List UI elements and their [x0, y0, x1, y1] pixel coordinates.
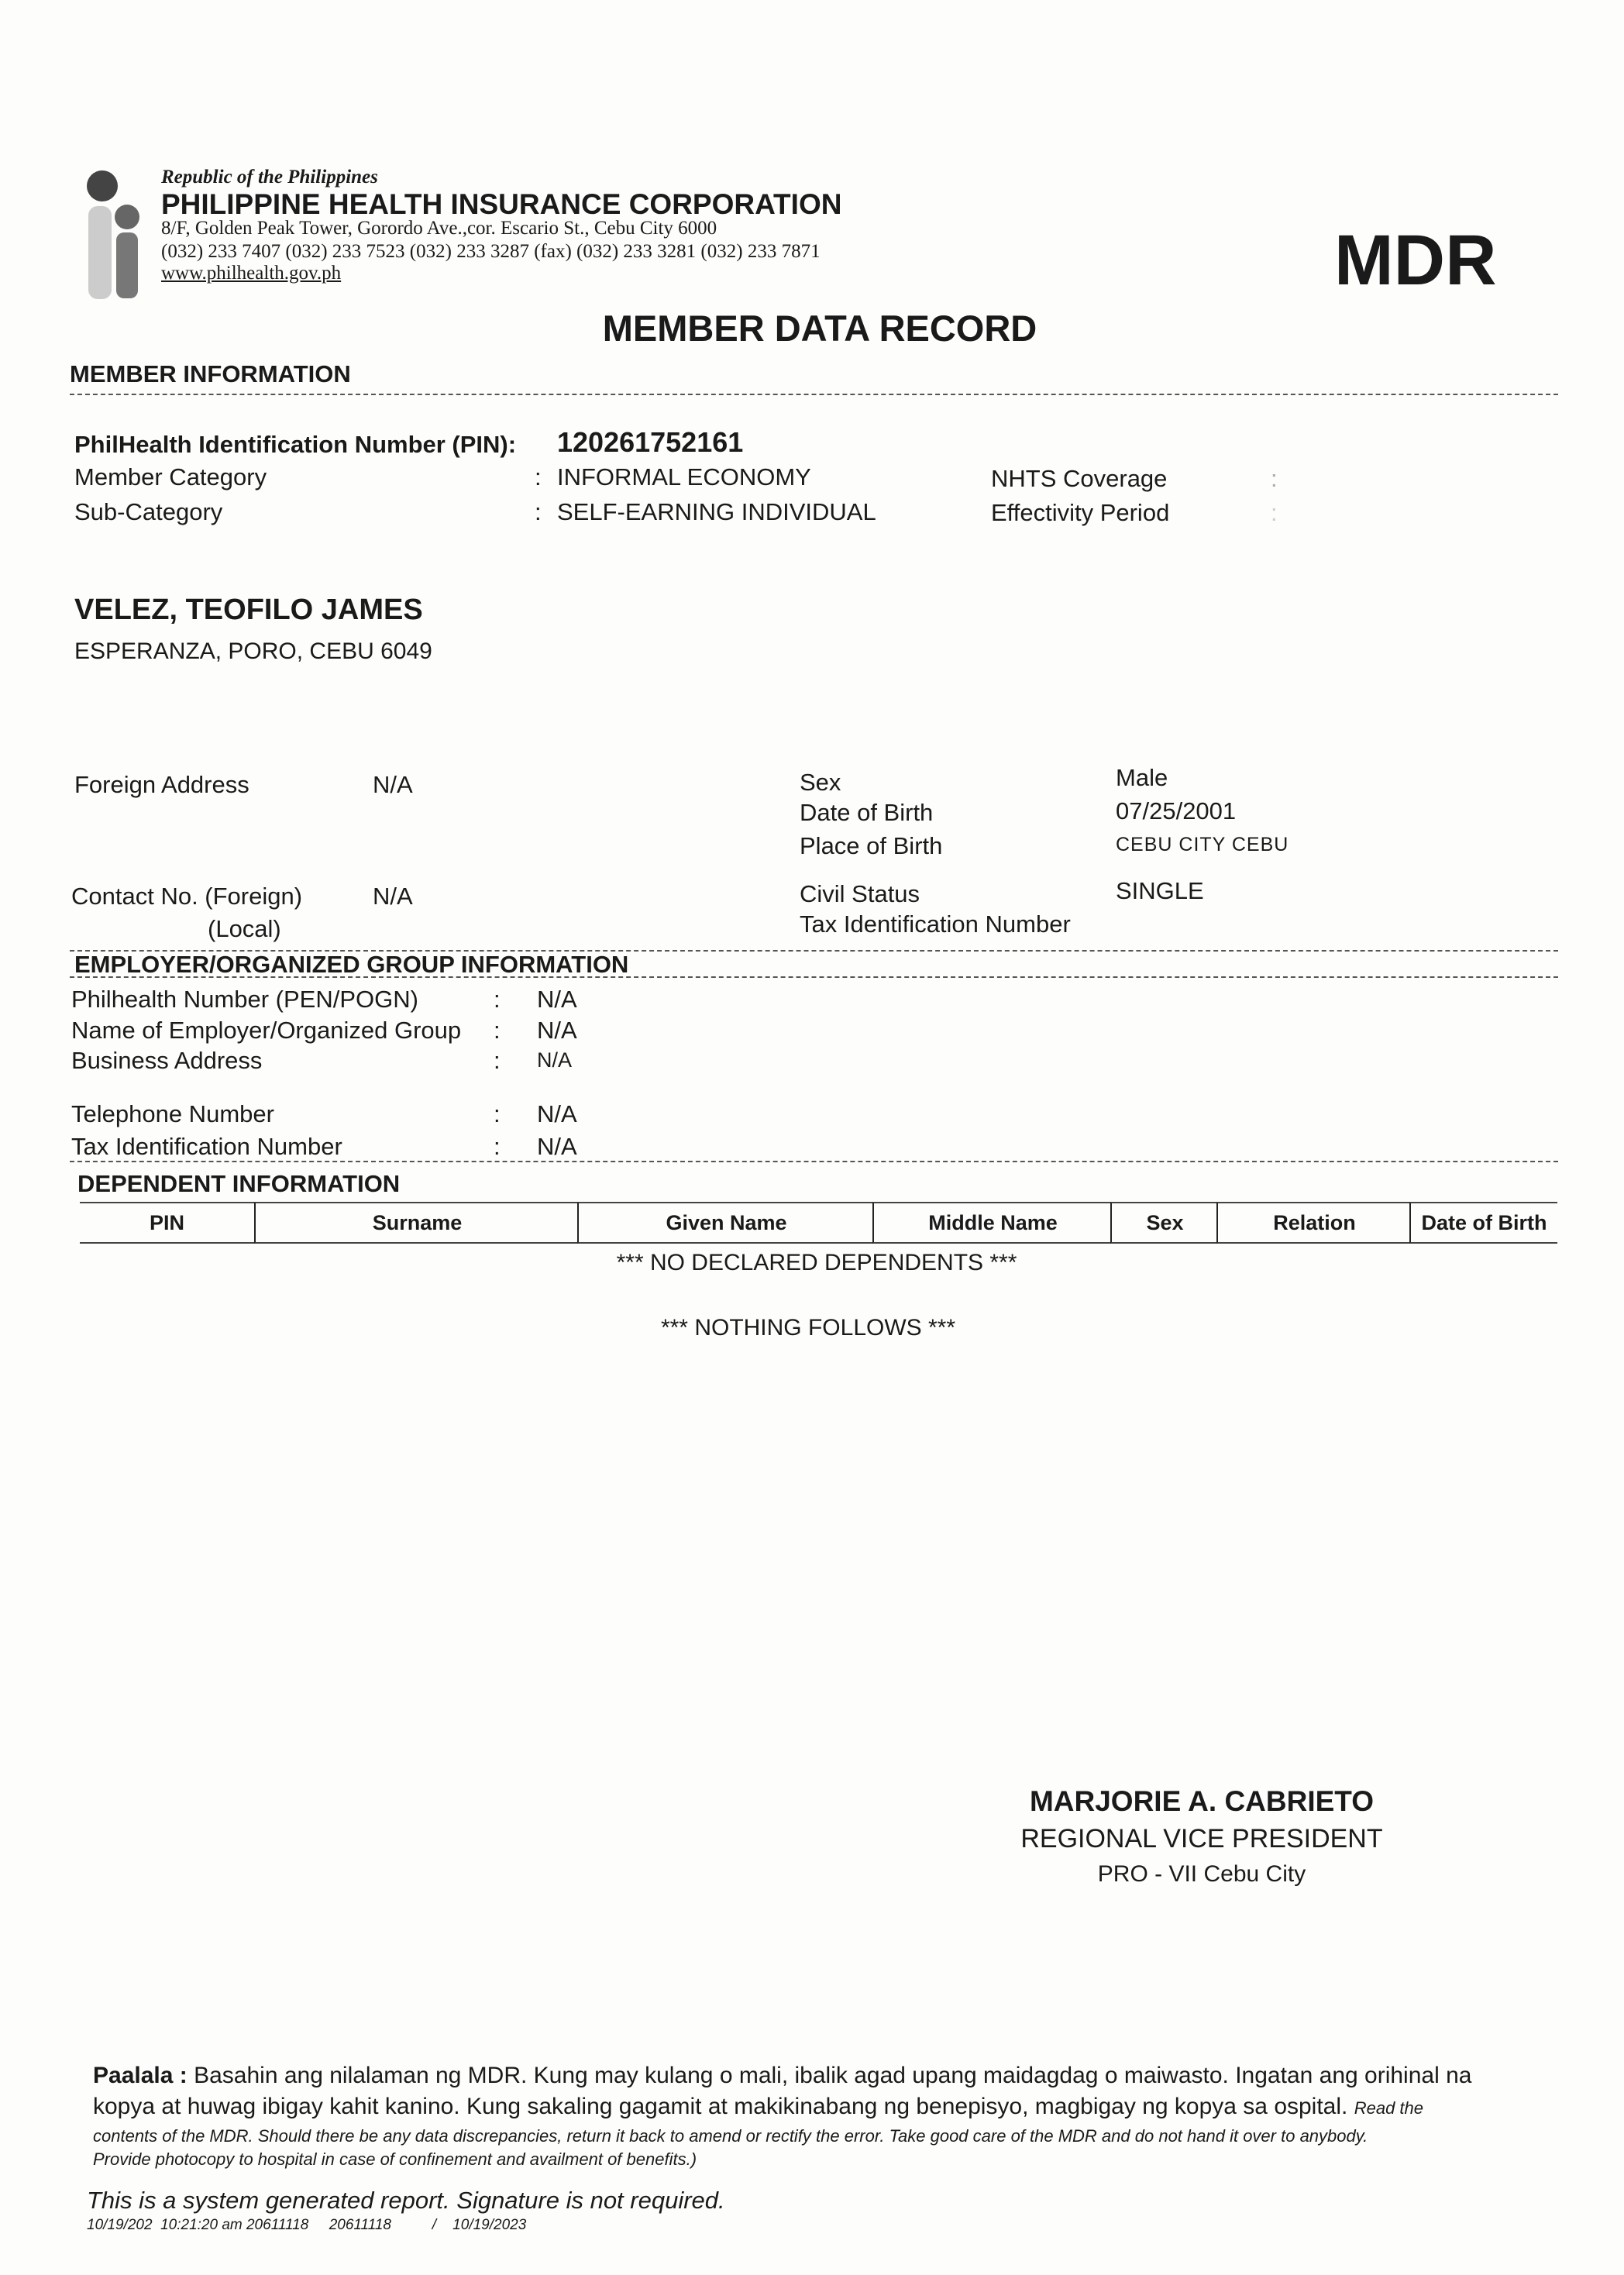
civil-status-label: Civil Status — [800, 880, 920, 907]
employer-name-value: N/A — [537, 1017, 577, 1044]
col-relation: Relation — [1216, 1202, 1411, 1244]
paalala-line-1 — [93, 2064, 1471, 2087]
colon: : — [494, 1047, 501, 1074]
dob-label: Date of Birth — [800, 799, 934, 826]
print-stamp: 10/19/202 10:21:20 am 20611118 20611118 / 10/19/2023 — [87, 2217, 527, 2233]
nothing-follows-text: *** NOTHING FOLLOWS *** — [660, 1315, 956, 1341]
contact-foreign-label: Contact No. (Foreign) — [71, 883, 303, 910]
col-surname: Surname — [254, 1202, 579, 1244]
paalala-line-2 — [93, 2095, 1423, 2118]
page-title: MEMBER DATA RECORD — [602, 308, 1037, 349]
pin-label: PhilHealth Identification Number (PIN): — [74, 431, 517, 458]
business-address-label: Business Address — [71, 1047, 263, 1074]
foreign-address-value: N/A — [373, 771, 413, 798]
member-name: VELEZ, TEOFILO JAMES — [74, 594, 423, 626]
colon: : — [494, 986, 501, 1013]
employer-tin-value: N/A — [537, 1133, 577, 1160]
org-address: 8/F, Golden Peak Tower, Gorordo Ave.,cor. Escario St., Cebu City 6000 — [161, 218, 717, 239]
org-name: PHILIPPINE HEALTH INSURANCE CORPORATION — [161, 188, 842, 220]
employer-section-heading: EMPLOYER/ORGANIZED GROUP INFORMATION — [74, 951, 629, 978]
col-date-of-birth: Date of Birth — [1409, 1202, 1557, 1244]
civil-status-value: SINGLE — [1116, 877, 1204, 904]
sex-value: Male — [1116, 764, 1168, 791]
sub-category-value: SELF-EARNING INDIVIDUAL — [557, 498, 876, 525]
employer-pen-label: Philhealth Number (PEN/POGN) — [71, 986, 418, 1013]
republic-text: Republic of the Philippines — [161, 167, 378, 188]
org-website[interactable]: www.philhealth.gov.ph — [161, 263, 342, 284]
colon: : — [535, 498, 542, 525]
col-given-name: Given Name — [577, 1202, 874, 1244]
colon: : — [494, 1133, 501, 1160]
signatory-office: PRO - VII Cebu City — [1097, 1861, 1306, 1887]
member-address: ESPERANZA, PORO, CEBU 6049 — [74, 638, 432, 664]
english-note-2: contents of the MDR. Should there be any data discrepancies, return it back to amend or rectify the error. Take good care of the MDR and do not hand it over to anybody. — [93, 2126, 1368, 2146]
mdr-badge: MDR — [1334, 221, 1497, 300]
english-note-3: Provide photocopy to hospital in case of confinement and availment of benefits.) — [93, 2149, 697, 2169]
dob-value: 07/25/2001 — [1116, 797, 1237, 824]
pob-value: CEBU CITY CEBU — [1116, 834, 1289, 855]
colon: : — [494, 1017, 501, 1044]
system-generated-note: This is a system generated report. Signature is not required. — [87, 2187, 725, 2214]
english-note-1: Read the — [1354, 2098, 1424, 2118]
col-sex: Sex — [1110, 1202, 1218, 1244]
colon: : — [535, 463, 542, 490]
sub-category-label: Sub-Category — [74, 498, 223, 525]
dependent-section-heading: DEPENDENT INFORMATION — [77, 1170, 401, 1197]
signatory-title: REGIONAL VICE PRESIDENT — [1020, 1824, 1383, 1853]
paalala-label: Paalala : — [93, 2063, 188, 2088]
col-pin: PIN — [80, 1202, 254, 1244]
contact-local-label: (Local) — [208, 915, 281, 942]
paalala-text-2: kopya at huwag ibigay kahit kanino. Kung sakaling gagamit at makikinabang ng benepisyo, magbigay ng kopya sa ospital. — [93, 2094, 1348, 2119]
employer-pen-value: N/A — [537, 986, 577, 1013]
business-address-value: N/A — [537, 1048, 573, 1072]
foreign-address-label: Foreign Address — [74, 771, 249, 798]
employer-tin-label: Tax Identification Number — [71, 1133, 342, 1160]
member-category-label: Member Category — [74, 463, 267, 490]
no-dependents-text: *** NO DECLARED DEPENDENTS *** — [616, 1250, 1017, 1275]
signatory-name: MARJORIE A. CABRIETO — [1029, 1785, 1375, 1817]
pin-value: 120261752161 — [557, 426, 744, 458]
member-category-value: INFORMAL ECONOMY — [557, 463, 811, 490]
colon: : — [1271, 499, 1278, 526]
member-section-heading: MEMBER INFORMATION — [70, 360, 351, 387]
employer-name-label: Name of Employer/Organized Group — [71, 1017, 462, 1044]
pob-label: Place of Birth — [800, 832, 943, 859]
colon: : — [1271, 465, 1278, 492]
telephone-label: Telephone Number — [71, 1100, 274, 1127]
org-phones: (032) 233 7407 (032) 233 7523 (032) 233 3287 (fax) (032) 233 3281 (032) 233 7871 — [161, 241, 821, 262]
philhealth-logo — [81, 169, 154, 301]
sex-label: Sex — [800, 769, 841, 796]
tin-label: Tax Identification Number — [800, 910, 1071, 938]
paalala-text-1: Basahin ang nilalaman ng MDR. Kung may kulang o mali, ibalik agad upang maidagdag o maiwasto. Ingatan ang orihinal na — [194, 2063, 1472, 2088]
telephone-value: N/A — [537, 1100, 577, 1127]
col-middle-name: Middle Name — [872, 1202, 1112, 1244]
colon: : — [494, 1100, 501, 1127]
effectivity-label: Effectivity Period — [991, 499, 1170, 526]
contact-foreign-value: N/A — [373, 883, 413, 910]
nhts-label: NHTS Coverage — [991, 465, 1168, 492]
